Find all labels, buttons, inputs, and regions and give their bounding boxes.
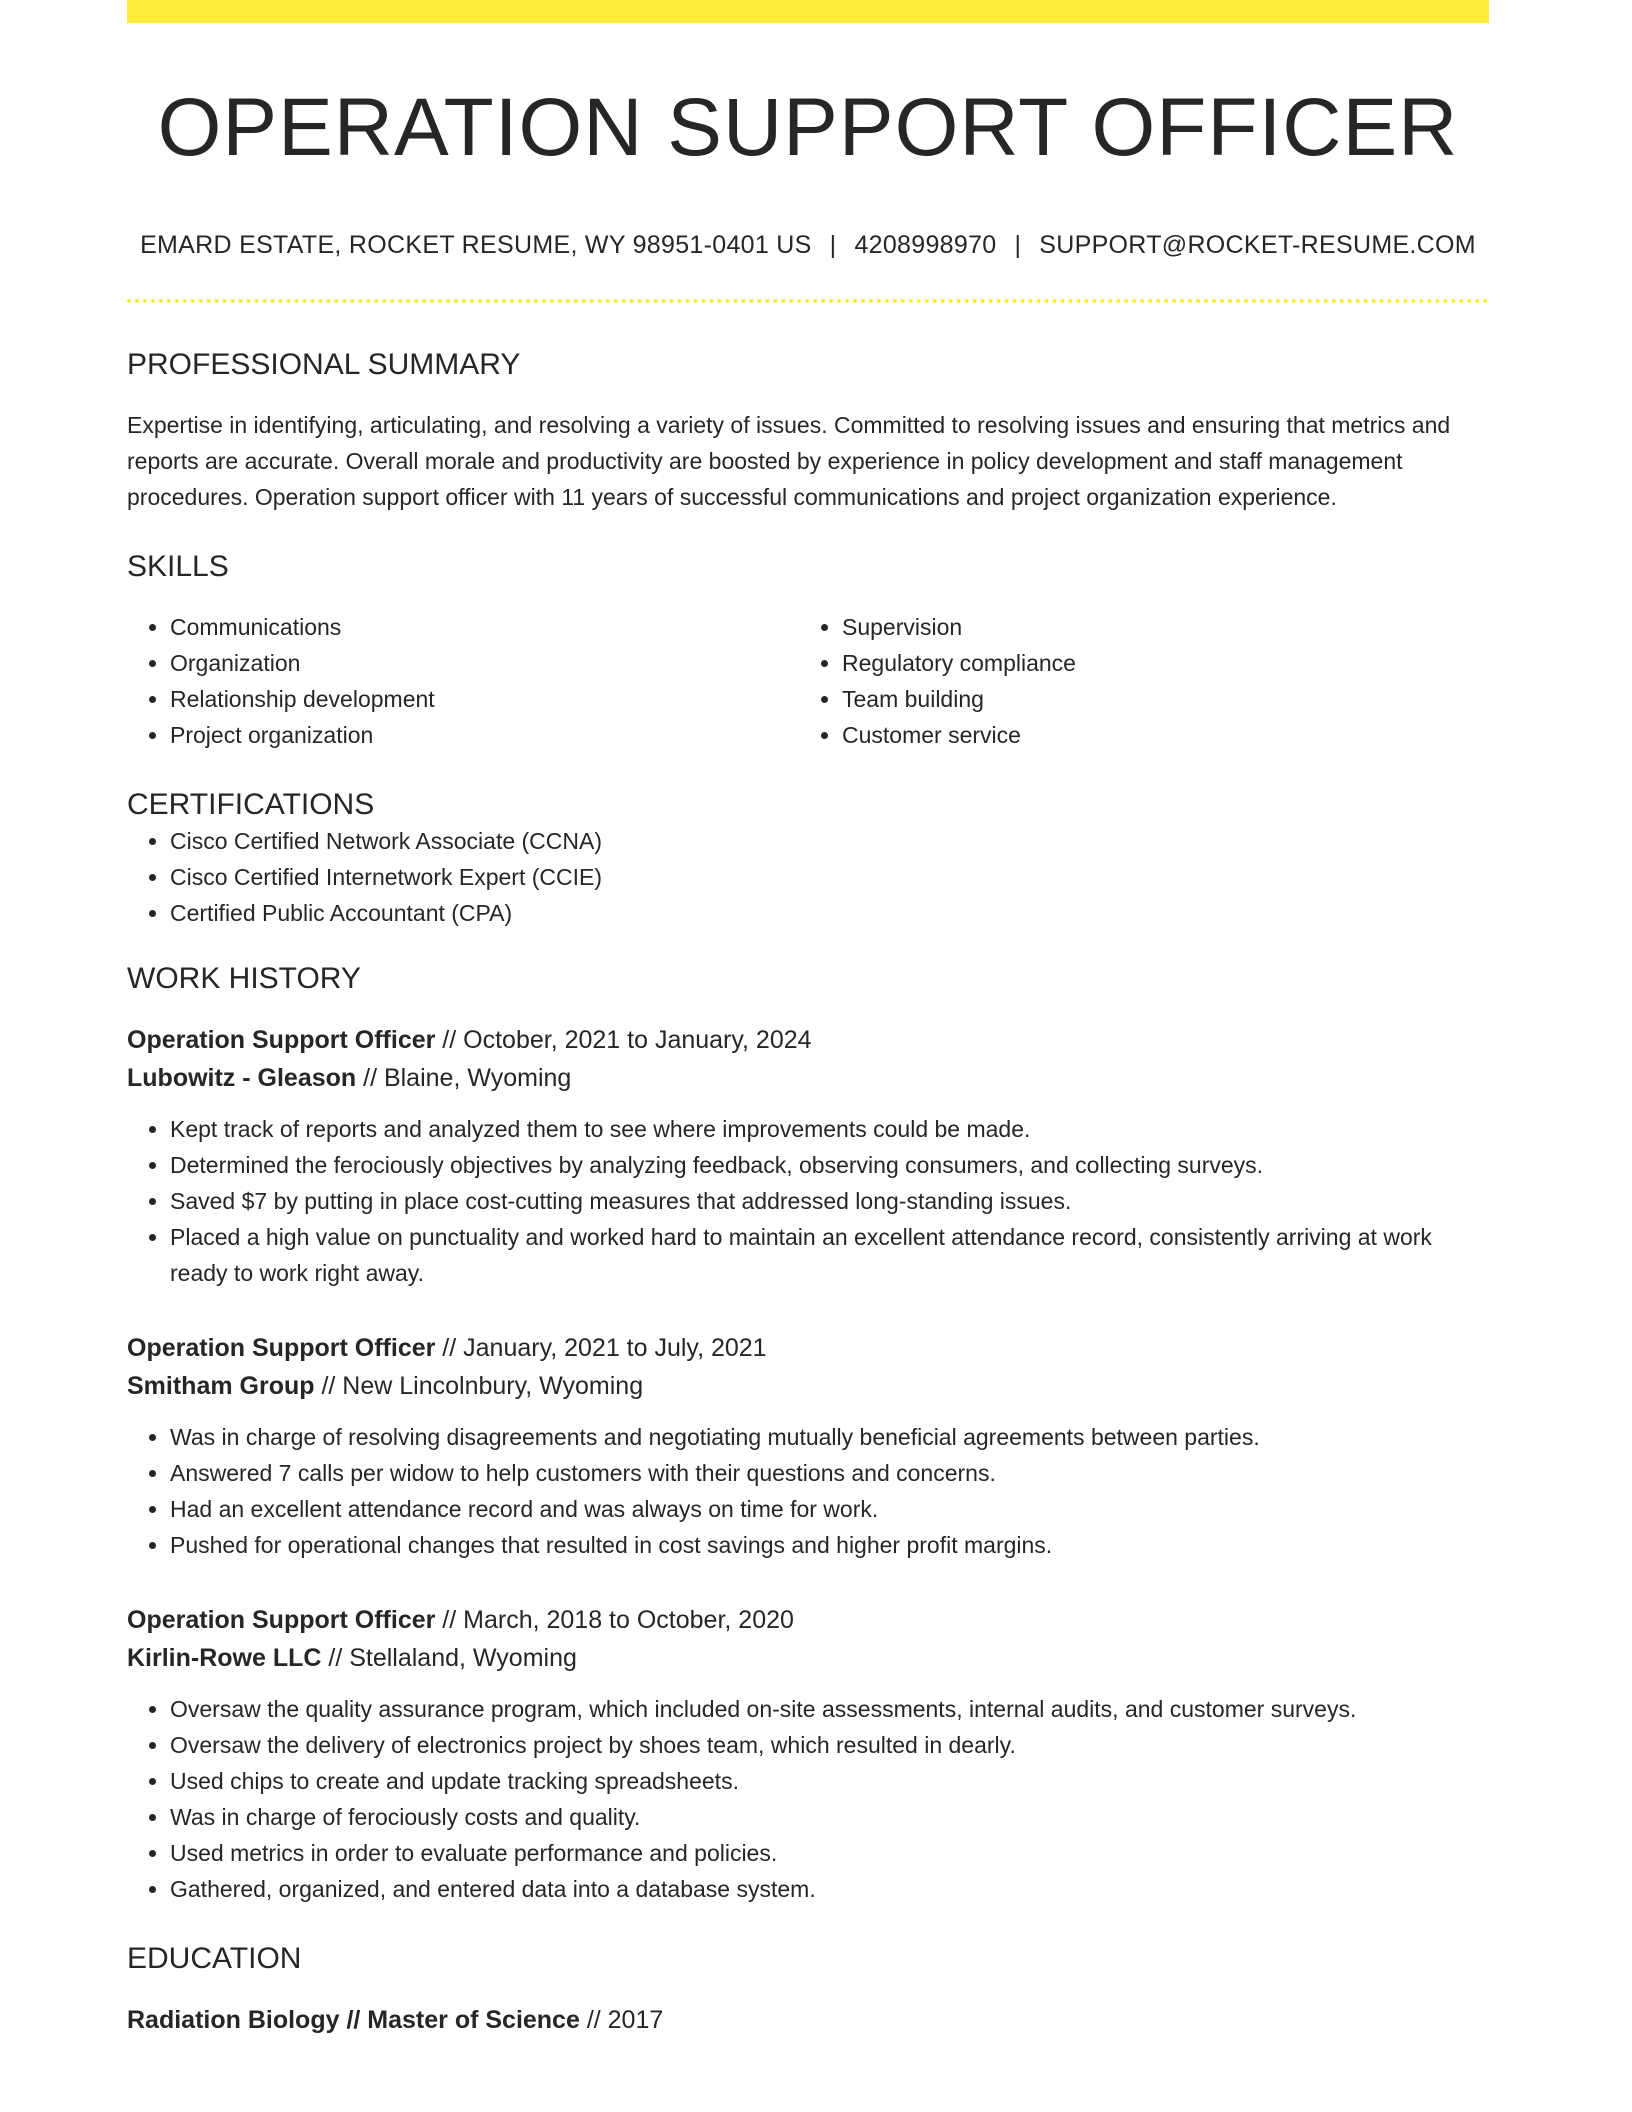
skill-item: • Customer service [842,717,1471,753]
skill-item: • Regulatory compliance [842,645,1471,681]
job-role-line [127,1601,1489,1639]
contact-separator: | [829,231,837,260]
skill-item: • Supervision [842,609,1471,645]
job-entry [127,1021,1489,1291]
job-role: Operation Support Officer [127,1026,436,1055]
certification-item: • Certified Public Accountant (CPA) [170,895,1489,931]
job-location: // Stellaland, Wyoming [321,1644,577,1673]
job-company: Lubowitz - Gleason [127,1064,357,1093]
skills-column-left [127,609,799,753]
accent-top-bar [127,0,1489,23]
job-bullet: • Kept track of reports and analyzed them to see where improvements could be made. [170,1111,1489,1147]
education-year: // 2017 [579,2006,664,2035]
skill-item: • Team building [842,681,1471,717]
job-entry [127,1329,1489,1563]
education-degree: Radiation Biology // Master of Science [127,2006,580,2035]
job-bullet: • Answered 7 calls per widow to help customers with their questions and concerns. [170,1455,1489,1491]
certification-item: • Cisco Certified Network Associate (CCNA) [170,823,1489,859]
job-dates: // October, 2021 to January, 2024 [435,1026,812,1055]
job-role-line [127,1021,1489,1059]
skill-item: • Project organization [170,717,799,753]
section-title-summary: PROFESSIONAL SUMMARY [127,348,521,382]
skill-item: • Organization [170,645,799,681]
contact-separator: | [1014,231,1022,260]
section-title-education: EDUCATION [127,1942,302,1976]
job-bullet: • Oversaw the quality assurance program, which included on-site assessments, internal audits, and customer surveys. [170,1691,1489,1727]
certifications-list [127,823,1489,931]
skill-item: • Relationship development [170,681,799,717]
skill-item: • Communications [170,609,799,645]
section-title-skills: SKILLS [127,550,229,584]
job-dates: // January, 2021 to July, 2021 [435,1334,767,1363]
contact-phone: 4208998970 [854,231,997,260]
job-bullet: • Oversaw the delivery of electronics project by shoes team, which resulted in dearly. [170,1727,1489,1763]
job-role: Operation Support Officer [127,1334,436,1363]
job-company-line [127,1059,1489,1097]
contact-email[interactable]: SUPPORT@ROCKET-RESUME.COM [1039,231,1476,260]
section-title-work-history: WORK HISTORY [127,962,361,996]
skills-list-left [127,609,799,753]
skills-grid [127,609,1489,753]
job-bullet: • Used metrics in order to evaluate performance and policies. [170,1835,1489,1871]
resume-title: OPERATION SUPPORT OFFICER [157,82,1459,173]
education-entry [127,2001,1489,2039]
section-title-certifications: CERTIFICATIONS [127,788,375,822]
job-bullets [127,1111,1489,1291]
job-bullet: • Gathered, organized, and entered data into a database system. [170,1871,1489,1907]
job-bullet: • Pushed for operational changes that resulted in cost savings and higher profit margins. [170,1527,1489,1563]
dotted-divider [127,299,1489,303]
summary-text: Expertise in identifying, articulating, and resolving a variety of issues. Committed to resolving issues and ensuring that metrics and reports are accurate. Overall morale and productivity are boosted by experience in policy development and staff management procedures. Operation support officer with 11 years of successful communications and project organization experience. [127,412,1451,511]
job-location: // New Lincolnbury, Wyoming [314,1372,644,1401]
job-company: Kirlin-Rowe LLC [127,1644,322,1673]
job-bullets [127,1419,1489,1563]
job-role: Operation Support Officer [127,1606,436,1635]
job-bullet: • Used chips to create and update tracking spreadsheets. [170,1763,1489,1799]
job-company: Smitham Group [127,1372,315,1401]
job-bullet: • Had an excellent attendance record and was always on time for work. [170,1491,1489,1527]
skills-list-right [799,609,1471,753]
job-bullet: • Was in charge of resolving disagreements and negotiating mutually beneficial agreements between parties. [170,1419,1489,1455]
job-company-line [127,1367,1489,1405]
contact-address: EMARD ESTATE, ROCKET RESUME, WY 98951-0401 US [140,231,812,260]
job-location: // Blaine, Wyoming [356,1064,572,1093]
job-role-line [127,1329,1489,1367]
job-dates: // March, 2018 to October, 2020 [435,1606,794,1635]
job-bullet: • Determined the ferociously objectives by analyzing feedback, observing consumers, and collecting surveys. [170,1147,1489,1183]
job-bullets [127,1691,1489,1907]
job-bullet: • Saved $7 by putting in place cost-cutting measures that addressed long-standing issues. [170,1183,1489,1219]
job-company-line [127,1639,1489,1677]
contact-line [127,231,1489,260]
certification-item: • Cisco Certified Internetwork Expert (CCIE) [170,859,1489,895]
job-bullet: • Was in charge of ferociously costs and quality. [170,1799,1489,1835]
job-bullet: • Placed a high value on punctuality and worked hard to maintain an excellent attendance record, consistently arriving at work ready to work right away. [170,1219,1489,1291]
resume-page [127,0,1489,2039]
skills-column-right [799,609,1471,753]
job-entry [127,1601,1489,1907]
